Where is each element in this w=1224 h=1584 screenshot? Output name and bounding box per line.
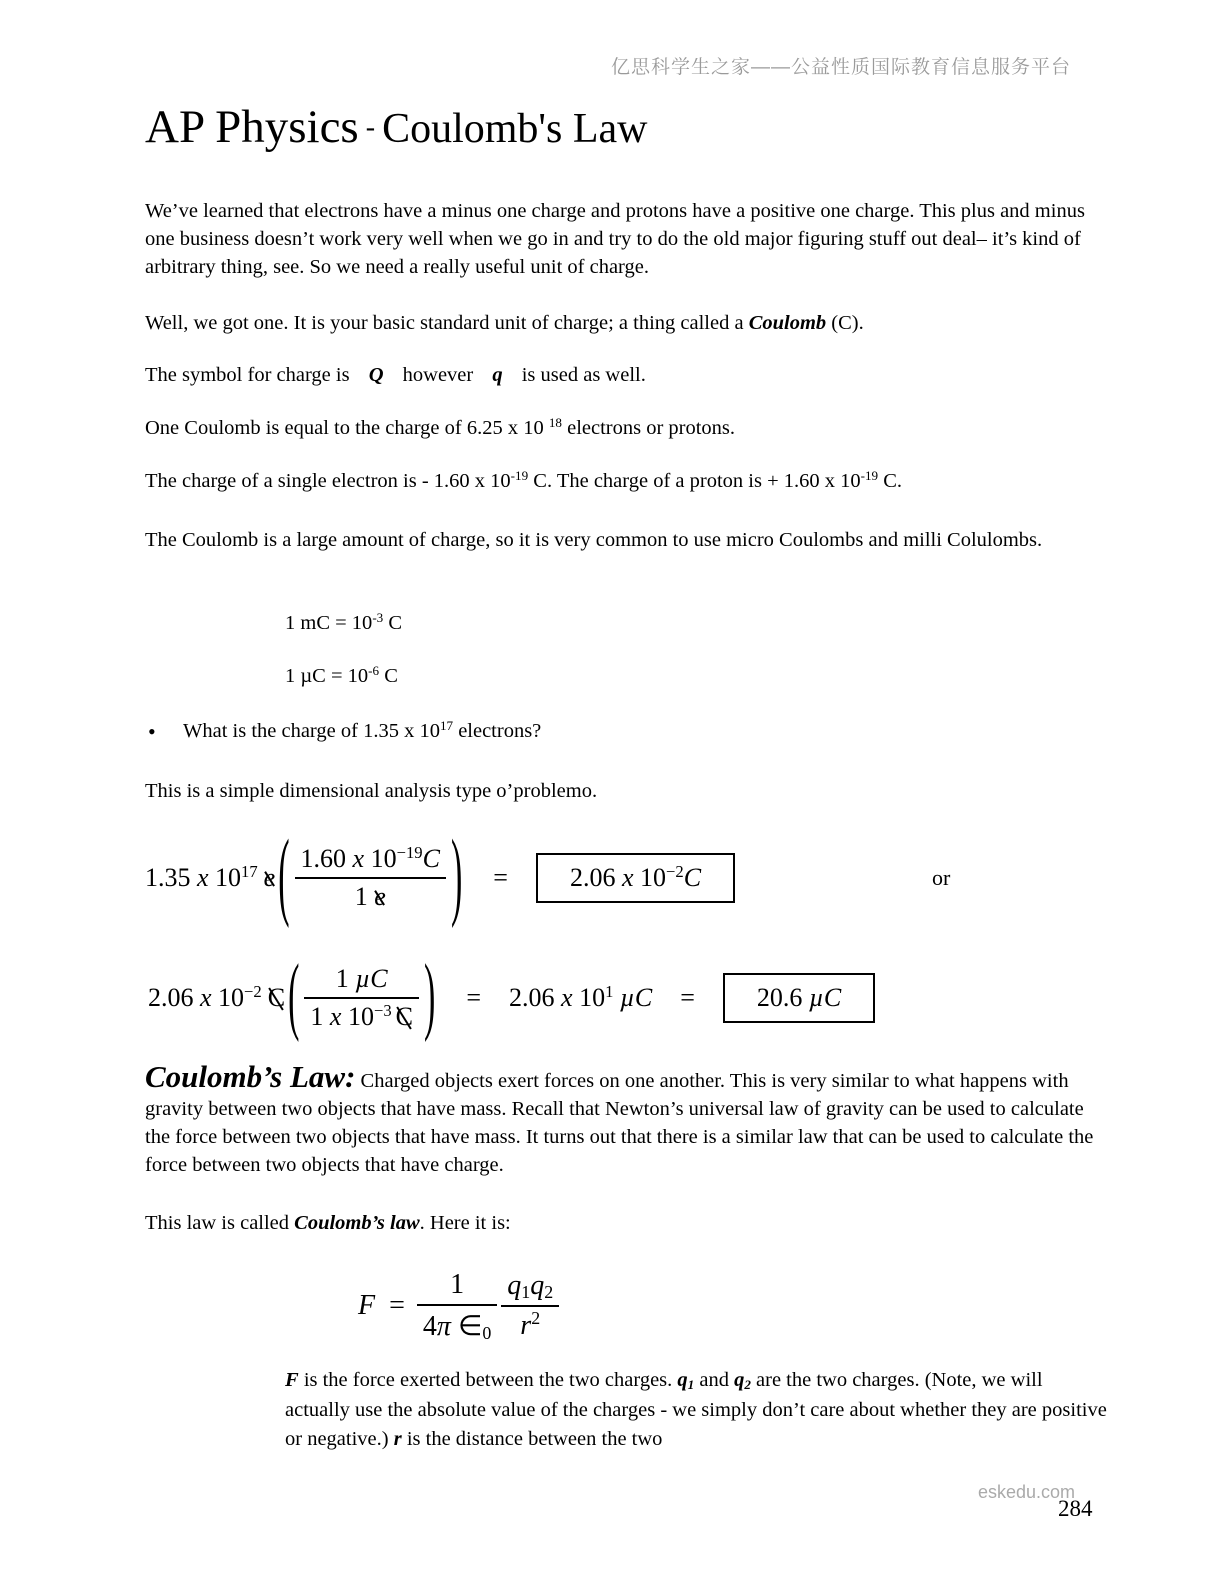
force-variable: F: [285, 1369, 299, 1391]
cancelled-electron-unit: e: [263, 863, 276, 892]
title-sub: Coulomb's Law: [382, 106, 648, 152]
paragraph-large-amount: The Coulomb is a large amount of charge, so it is very common to use micro Coulombs and milli Colulombs.: [145, 529, 1043, 551]
exponent: -19: [860, 467, 879, 483]
exponent: −3: [373, 1000, 392, 1020]
fraction-bar: [304, 997, 419, 999]
paragraph-electron-proton: The charge of a single electron is - 1.60 x $10^{-19}$ C. The charge of a proton is + 1.60 x $10^{-19}$ C.: [145, 467, 903, 492]
equals-sign: =: [493, 863, 508, 892]
fraction-uc-per-c: $\frac{\text{1 µC}}{1 x 10^{-3} C}$: [304, 964, 419, 1032]
cancelled-coulomb-unit: C: [395, 1002, 414, 1031]
page-title: [145, 100, 647, 154]
force-variable: F: [358, 1289, 376, 1321]
coulombs-law-emphasis: Coulomb’s law: [294, 1212, 420, 1234]
charge-1-variable: q1: [677, 1369, 695, 1393]
eq2-lead: 2.06 x $10^{-2}$: [148, 981, 262, 1012]
cancelled-electron-unit: e: [374, 882, 386, 911]
bullet-question: What is the charge of 1.35 x $10^{17}$ electrons?: [183, 717, 542, 742]
cancelled-coulomb-unit: C: [267, 983, 286, 1012]
site-banner: 亿思科学生之家——公益性质国际教育信息服务平台: [610, 57, 1071, 78]
exponent: -19: [510, 467, 529, 483]
page-number: 284: [1058, 1496, 1093, 1521]
exponent: 1: [605, 981, 614, 1001]
section-coulombs-law: Coulomb’s Law: Charged objects exert forces on one another. This is very similar to what happens with gravity between two objects that have mass. Recall that Newton’s universal law of gravity can be used to calculate the force between two objects that have mass. It turns out that there is a similar law that can be used to calculate the force between two objects that have charge.: [145, 1059, 1094, 1176]
fraction-constant: $\frac{1}{4\pi \in 0}$: [417, 1269, 497, 1343]
paragraph-simple: This is a simple dimensional analysis type o’problemo.: [145, 780, 598, 802]
coulomb-emphasis: Coulomb: [748, 312, 827, 334]
close-paren: ): [450, 822, 463, 931]
paragraph-formula-explanation: F is the force exerted between the two charges. q1 and q2 are the two charges. (Note, we will actually use the absolute value of the charges - we simply don’t care about whether they are positive or negative.) r is the distance between the two: [285, 1369, 1107, 1450]
equals-sign: =: [389, 1289, 405, 1321]
exponent: −19: [396, 842, 423, 862]
fraction-bar: [417, 1304, 497, 1306]
section-heading: Coulomb’s Law:: [145, 1059, 356, 1094]
exponent: 17: [241, 861, 258, 881]
fraction-charges-over-distance: $\frac{q1q2}{r^2}$: [501, 1270, 559, 1342]
title-main: AP Physics: [145, 101, 359, 153]
answer-box-microcoulombs: 20.6 µC: [723, 973, 875, 1023]
exponent: −2: [244, 981, 262, 1001]
title-dash: -: [365, 112, 376, 143]
footer-site: eskedu.com: [978, 1482, 1076, 1502]
exponent: -3: [372, 609, 384, 625]
fraction-charge-per-electron: $\frac{1.60 x 10^{-19}C}{1 e}$: [295, 844, 446, 912]
exponent: 17: [439, 717, 454, 733]
paragraph-one-coulomb: One Coulomb is equal to the charge of 6.25 x 10 $^{18}$ electrons or protons.: [145, 414, 736, 439]
answer-box-coulombs: 2.06 x $10^{-2}C$: [536, 853, 735, 903]
paragraph-symbol: The symbol for charge is Q however q is used as well.: [145, 364, 646, 386]
fraction-bar: [501, 1305, 559, 1307]
eq2-mid: 2.06 x $10^1$ µC: [509, 981, 653, 1012]
eq1-lead: 1.35 x $10^{17}$: [145, 861, 258, 892]
paragraph-intro: We’ve learned that electrons have a minus one charge and protons have a positive one charge. This plus and minus one business doesn’t work very well when we go in and try to do the old major figuring stuff out deal– it’s kind of arbitrary thing, see. So we need a really useful unit of charge.: [145, 200, 1085, 278]
open-paren: (: [288, 949, 300, 1044]
epsilon-naught: ∈: [450, 1310, 483, 1342]
coulombs-law-formula: [358, 1258, 561, 1353]
equals-sign: =: [680, 983, 695, 1012]
paragraph-law-named: This law is called Coulomb’s law. Here it is:: [145, 1212, 511, 1234]
fraction-bar: [295, 877, 446, 879]
exponent: -6: [368, 662, 380, 678]
open-paren: (: [278, 822, 290, 931]
equation-coulombs-to-microcoulombs: [148, 942, 1148, 1054]
close-paren: ): [424, 949, 436, 1044]
conversion-mc: 1 mC = $10^{-3}$ C: [285, 609, 403, 634]
symbol-Q: Q: [368, 364, 384, 386]
exponent: 18: [548, 414, 562, 430]
charge-2-variable: q2: [734, 1369, 751, 1393]
or-label: or: [932, 865, 951, 890]
bullet-icon: •: [148, 719, 156, 744]
distance-variable: r: [393, 1428, 402, 1450]
equation-electrons-to-coulombs: [145, 815, 1165, 941]
conversion-uc: 1 $\mu C = 10^{-6}$ C: [285, 662, 398, 687]
equals-sign: =: [466, 983, 482, 1012]
paragraph-unit: Well, we got one. It is your basic standard unit of charge; a thing called a Coulomb (C).: [145, 312, 864, 334]
exponent: −2: [666, 861, 684, 881]
symbol-q: q: [492, 364, 503, 386]
